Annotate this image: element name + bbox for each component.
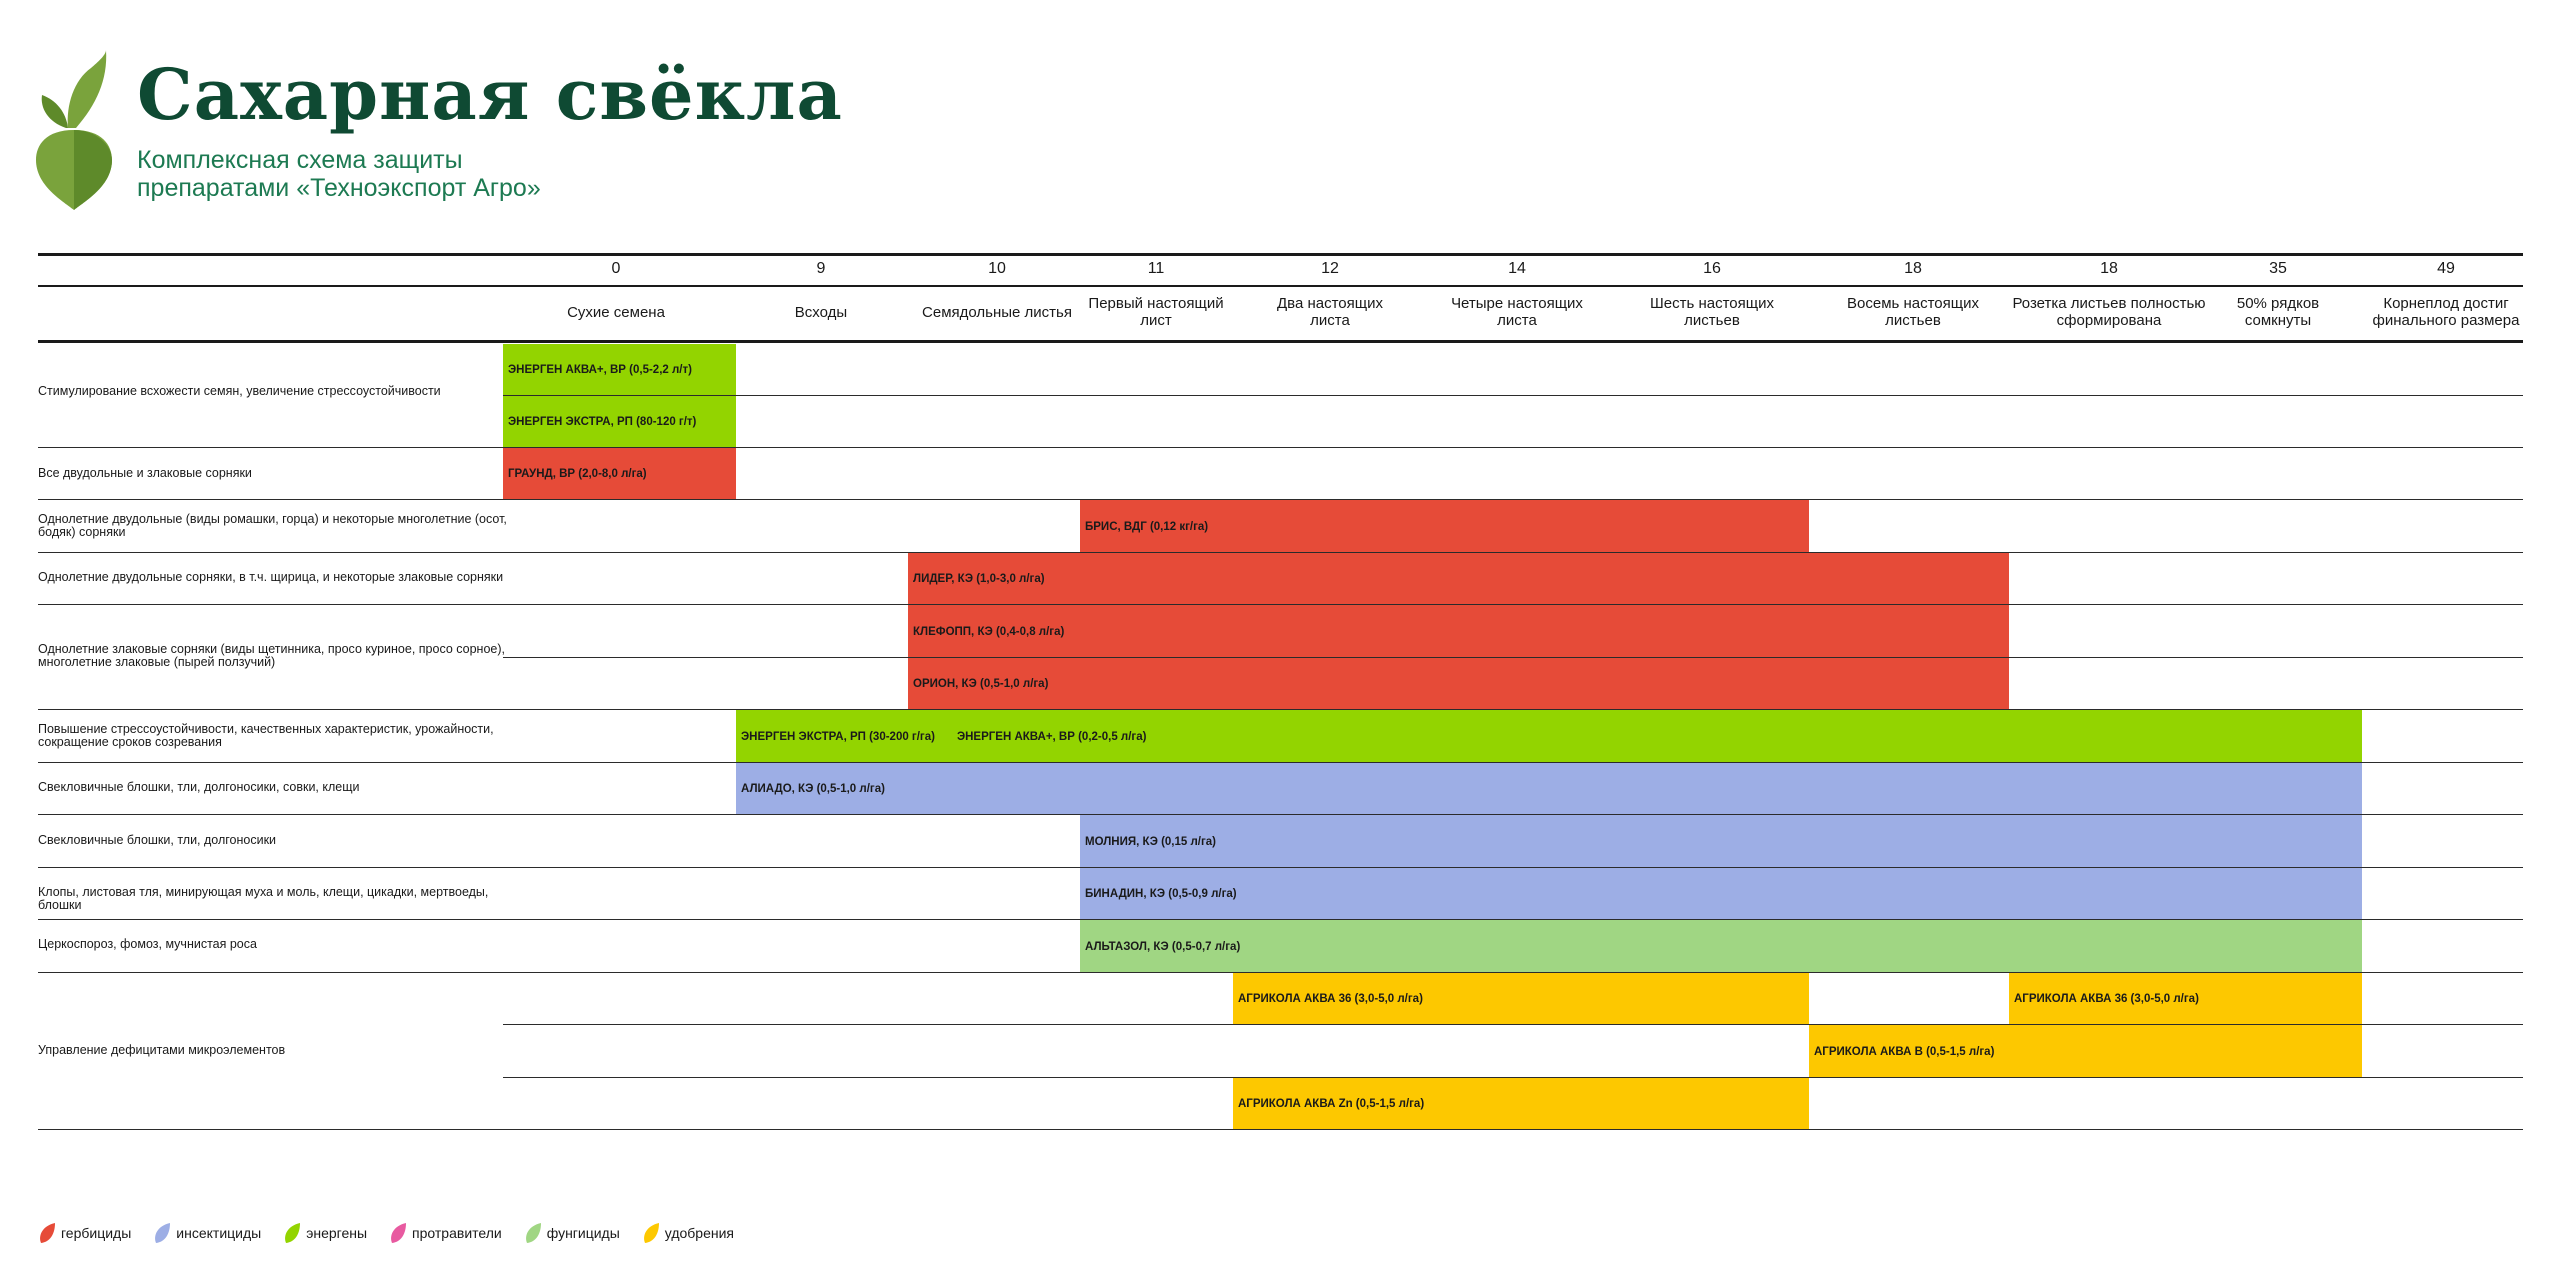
product-bar [503,396,736,448]
legend-label: фунгициды [546,1225,620,1241]
row-line [38,919,2523,920]
row-line [38,867,2523,868]
legend-label: инсектициды [176,1225,262,1241]
leaf-icon [38,1222,56,1244]
row-label: Все двудольные и злаковые сорняки [38,466,252,480]
day-label: 16 [1703,260,1721,277]
day-label: 10 [988,260,1006,277]
header-divider [38,285,2523,287]
product-bar [908,605,2009,658]
product-bar [1080,868,2362,920]
row-line [38,814,2523,815]
row-line [38,604,2523,605]
product-label: АГРИКОЛА АКВА 36 (3,0-5,0 л/га) [1238,993,1423,1005]
stage-label: 50% рядков сомкнуты [2236,295,2320,329]
product-bar [1080,500,1809,553]
product-bar [736,710,2362,763]
product-bar [503,344,736,396]
product-bar [503,448,736,500]
product-label: ЭНЕРГЕН АКВА+, ВР (0,5-2,2 л/т) [508,364,692,376]
legend-item-herbicides [38,1222,131,1244]
row-line [38,447,2523,448]
product-label: ГРАУНД, ВР (2,0-8,0 л/га) [508,468,647,480]
legend-item-fertilizers [642,1222,734,1244]
legend-item-insecticides [153,1222,261,1244]
legend-item-fungicides [524,1222,620,1244]
stage-label: Два настоящих листа [1277,295,1383,329]
product-label: АГРИКОЛА АКВА 36 (3,0-5,0 л/га) [2014,993,2199,1005]
product-bar [908,553,2009,605]
product-bar [1080,815,2362,868]
legend-label: удобрения [664,1225,735,1241]
stage-label: Корнеплод достиг финального размера [2372,295,2520,329]
legend-label: гербициды [61,1225,132,1241]
day-label: 11 [1147,260,1165,277]
product-bar [1080,920,2362,973]
product-label: ОРИОН, КЭ (0,5-1,0 л/га) [913,678,1049,690]
stage-label: Розетка листьев полностью сформирована [2012,295,2206,329]
product-label: ЭНЕРГЕН ЭКСТРА, РП (80-120 г/т) [508,416,697,428]
product-label: АЛЬТАЗОЛ, КЭ (0,5-0,7 л/га) [1085,940,1241,953]
product-label: МОЛНИЯ, КЭ (0,15 л/га) [1085,835,1216,848]
row-label: Свекловичные блошки, тли, долгоносики [38,833,277,847]
product-label: АГРИКОЛА АКВА В (0,5-1,5 л/га) [1814,1045,1995,1058]
sub-row-line [503,1024,2523,1025]
row-label: Клопы, листовая тля, минирующая муха и моль, клещи, цикадки, мертвоеды, блошки [38,885,489,912]
row-line [38,1129,2523,1130]
day-label: 9 [816,260,826,277]
product-label: КЛЕФОПП, КЭ (0,4-0,8 л/га) [913,625,1065,638]
product-label: БРИС, ВДГ (0,12 кг/га) [1085,520,1209,533]
legend-item-energens [283,1222,367,1244]
stage-label: Первый настоящий лист [1088,295,1224,329]
product-label: АЛИАДО, КЭ (0,5-1,0 л/га) [741,783,885,795]
day-label: 35 [2269,260,2287,277]
product-bar [908,658,2009,710]
row-label: Однолетние двудольные сорняки, в т.ч. щирица, и некоторые злаковые сорняки [38,570,504,584]
stage-label: Всходы [794,304,848,321]
leaf-icon [524,1222,542,1244]
product-label: АГРИКОЛА АКВА Zn (0,5-1,5 л/га) [1238,1098,1425,1110]
stage-label: Четыре настоящих листа [1451,295,1583,329]
row-line [38,762,2523,763]
subtitle-line-2: препаратами «Техноэкспорт Агро» [137,174,541,202]
stage-label: Восемь настоящих листьев [1847,295,1979,329]
row-label: Однолетние злаковые сорняки (виды щетинника, просо куриное, просо сорное), многолетние злаковые (пырей ползучий) [38,642,505,669]
product-bar [736,763,2362,815]
leaf-icon [153,1222,171,1244]
header-bottom-rule [38,340,2523,343]
leaf-icon [389,1222,407,1244]
leaf-icon [283,1222,301,1244]
stage-label: Шесть настоящих листьев [1650,295,1774,329]
product-label: БИНАДИН, КЭ (0,5-0,9 л/га) [1085,888,1237,900]
table-top-rule [38,253,2523,256]
page-title: Сахарная свёкла [137,53,843,136]
row-line [38,499,2523,500]
legend-label: протравители [412,1225,502,1241]
day-label: 0 [611,260,621,277]
stage-label: Сухие семена [567,304,665,321]
stage-label: Семядольные листья [922,304,1072,321]
day-label: 18 [2100,260,2118,277]
sub-row-line [503,657,2523,658]
day-label: 14 [1508,260,1526,277]
row-label: Управление дефицитами микроэлементов [38,1043,286,1057]
row-label: Стимулирование всхожести семян, увеличение стрессоустойчивости [38,384,441,398]
day-label: 18 [1904,260,1922,277]
row-line [38,552,2523,553]
sub-row-line [503,1077,2523,1078]
product-bar [1233,973,1809,1025]
product-bar [1809,1025,2362,1078]
row-label: Церкоспороз, фомоз, мучнистая роса [38,937,257,951]
legend-item-seed-treatments [389,1222,502,1244]
product-bar [1233,1078,1809,1130]
sugar-beet-logo-icon [36,50,112,210]
row-line [38,972,2523,973]
product-label: ЛИДЕР, КЭ (1,0-3,0 л/га) [913,573,1045,585]
sub-row-line [503,395,2523,396]
page-subtitle [137,146,541,202]
leaf-icon [642,1222,660,1244]
row-label: Повышение стрессоустойчивости, качественных характеристик, урожайности, сокращение сроков созревания [38,722,494,749]
product-label: ЭНЕРГЕН ЭКСТРА, РП (30-200 г/га) [741,730,935,743]
row-label: Однолетние двудольные (виды ромашки, горца) и некоторые многолетние (осот, бодяк) сорняки [38,512,507,539]
legend [38,1222,734,1244]
product-bar [2009,973,2362,1025]
legend-label: энергены [306,1225,368,1241]
day-label: 49 [2437,260,2455,277]
product-label: ЭНЕРГЕН АКВА+, ВР (0,2-0,5 л/га) [956,730,1147,743]
row-line [38,709,2523,710]
day-label: 12 [1321,260,1339,277]
row-label: Свекловичные блошки, тли, долгоносики, совки, клещи [38,780,360,794]
subtitle-line-1: Комплексная схема защиты [137,146,463,174]
